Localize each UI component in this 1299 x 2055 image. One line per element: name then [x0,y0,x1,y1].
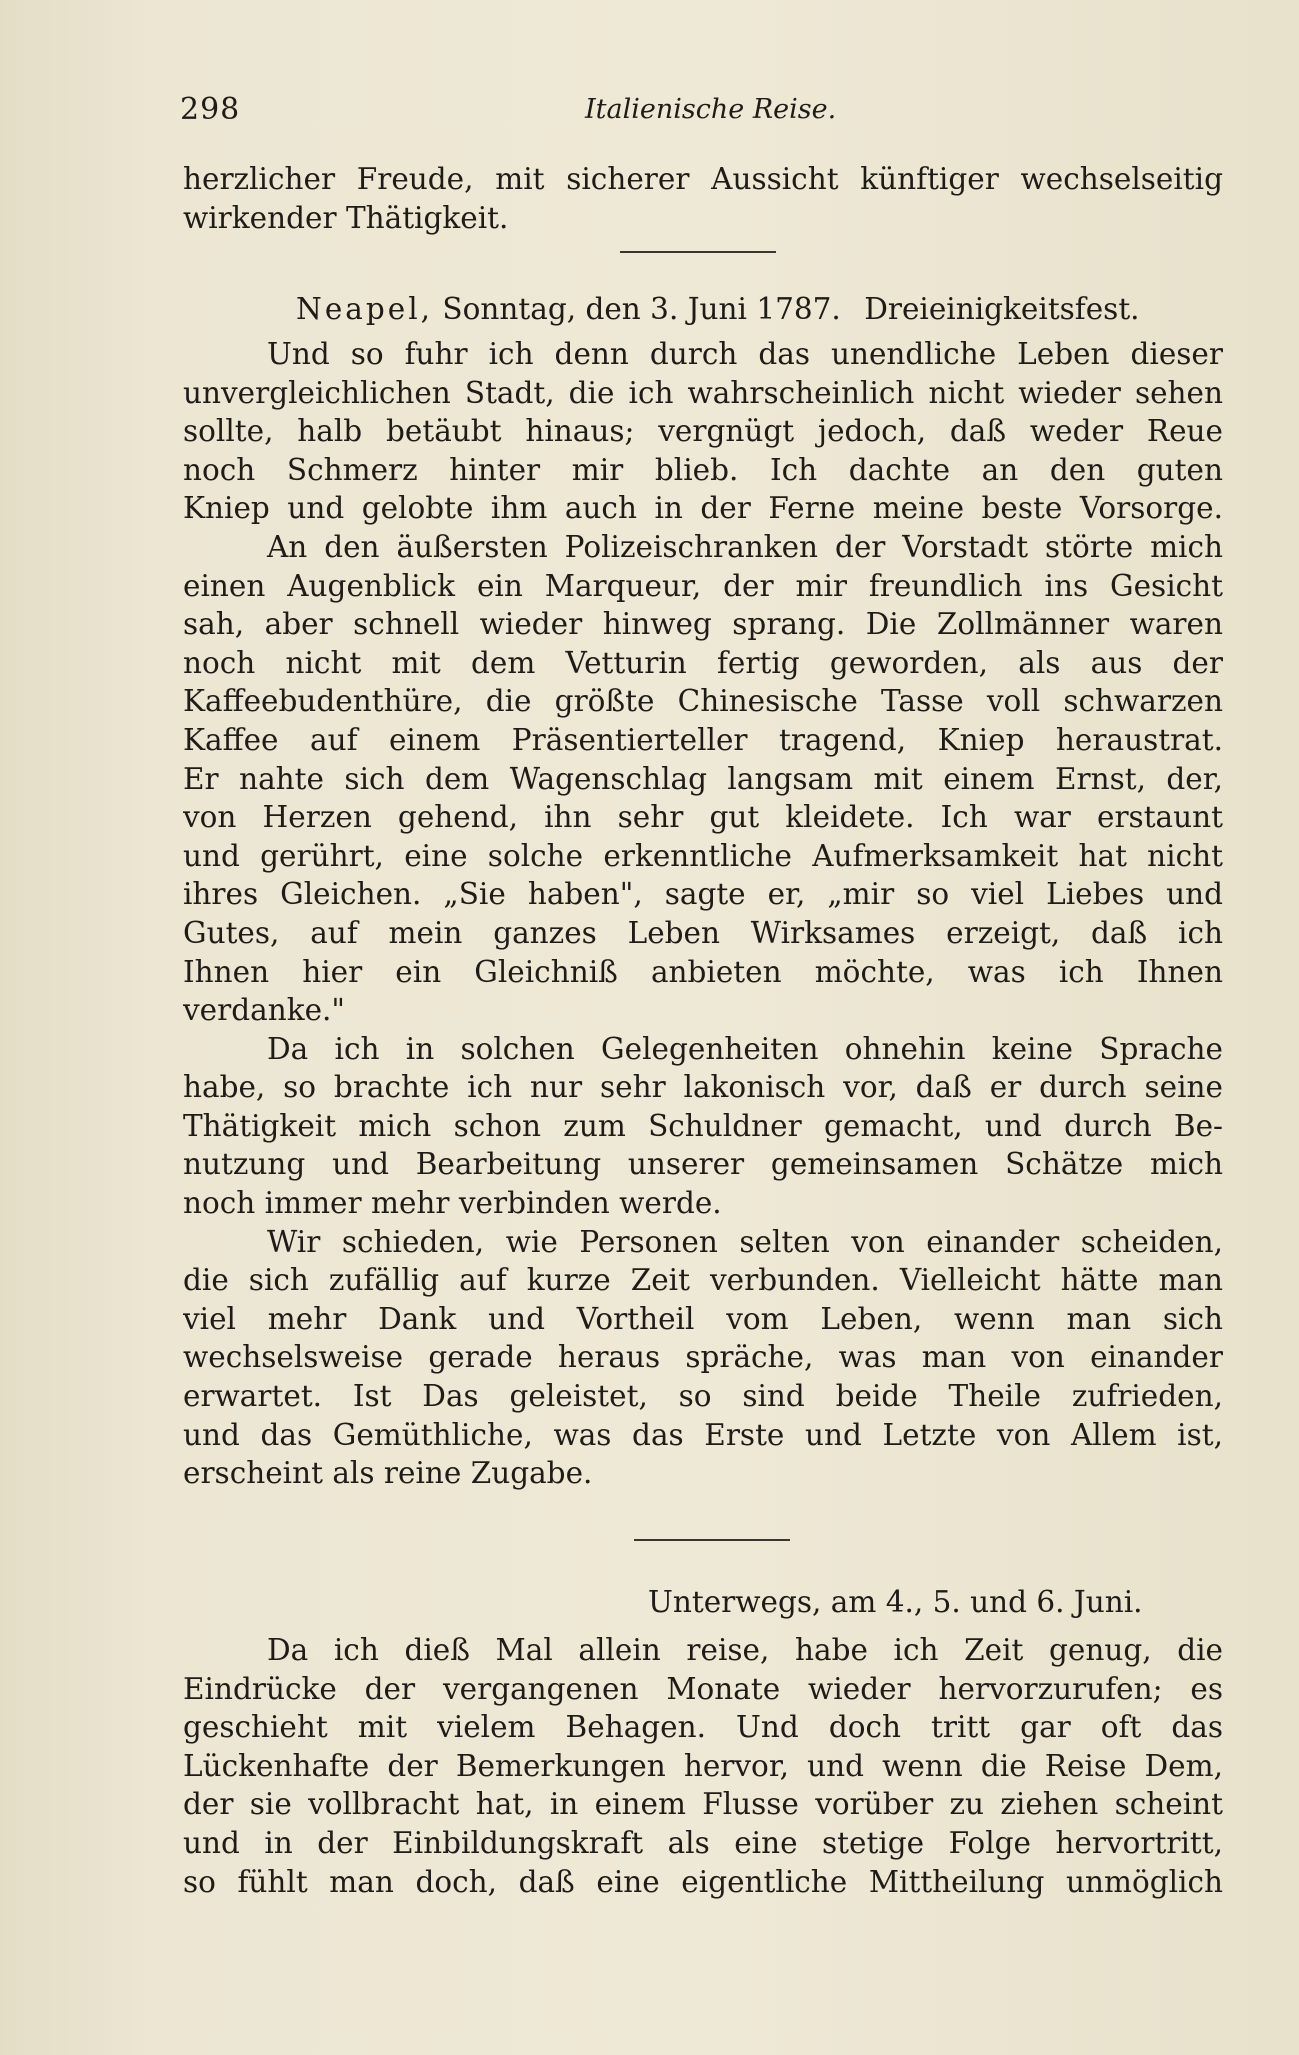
text-line: Da ich in solchen Gelegenheiten ohnehin keine Sprache [267,1031,1223,1066]
text-line: sollte, halb betäubt hinaus; vergnügt jedoch, daß weder Reue [183,414,1223,449]
entry-body [183,335,1223,1493]
text-line: Kniep und gelobte ihm auch in der Ferne meine beste Vorsorge. [183,491,1223,526]
entry-body [183,1631,1223,1901]
text-line: und das Gemüthliche, was das Erste und Letzte von Allem ist, [183,1417,1223,1452]
paragraph [183,1223,1223,1493]
dateline-feast: Dreieinigkeitsfest. [864,292,1140,326]
text-line: und gerührt, eine solche erkenntliche Aufmerksamkeit hat nicht [183,838,1223,873]
text-line: Er nahte sich dem Wagenschlag langsam mit einem Ernst, der, [183,761,1223,796]
text-line: nutzung und Bearbeitung unserer gemeinsamen Schätze mich [183,1147,1223,1182]
text-line: geschieht mit vielem Behagen. Und doch tritt gar oft das [183,1710,1223,1745]
dateline-date: Sonntag, den 3. Juni 1787. [442,292,841,326]
paragraph [183,528,1223,1030]
section-divider [620,251,776,253]
text-line: Und so fuhr ich denn durch das unendliche Leben dieser [267,337,1223,371]
text-line: Da ich dieß Mal allein reise, habe ich Zeit genug, die [267,1633,1223,1667]
text-line: von Herzen gehend, ihn sehr gut kleidete. Ich war erstaunt [183,800,1223,835]
text-line: so fühlt man doch, daß eine eigentliche Mittheilung unmöglich [183,1864,1223,1899]
text-line: erwartet. Ist Das geleistet, so sind beide Theile zufrieden, [183,1379,1223,1414]
text-line: der sie vollbracht hat, in einem Flusse vorüber zu ziehen scheint [183,1787,1223,1822]
text-line: Kaffeebudenthüre, die größte Chinesische Tasse voll schwarzen [183,684,1223,719]
text-line: verdanke." [183,993,345,1028]
text-line: sah, aber schnell wieder hinweg sprang. Die Zollmänner waren [183,607,1223,642]
paragraph [183,335,1223,528]
text-line: herzlicher Freude, mit sicherer Aussicht künftiger wechselseitig [183,162,1223,196]
text-line: Kaffee auf einem Präsentierteller tragend, Kniep heraustrat. [183,722,1223,757]
text-line: habe, so brachte ich nur sehr lakonisch vor, daß er durch seine [183,1070,1223,1105]
text-line: An den äußersten Polizeischranken der Vorstadt störte mich [267,529,1223,564]
text-line: Thätigkeit mich schon zum Schuldner gemacht, und durch Be- [183,1108,1223,1143]
continuation-text [183,160,1223,237]
text-line: und in der Einbildungskraft als eine stetige Folge hervortritt, [183,1825,1223,1860]
text-line: die sich zufällig auf kurze Zeit verbunden. Vielleicht hätte man [183,1263,1223,1298]
text-line: erscheint als reine Zugabe. [183,1456,593,1491]
running-title: Italienische Reise. [585,94,837,125]
page-number: 298 [180,92,241,127]
text-line: ihres Gleichen. „Sie haben", sagte er, „mir so viel Liebes und [183,877,1223,912]
text-line: Ihnen hier ein Gleichniß anbieten möchte, was ich Ihnen [183,954,1223,989]
text-line: noch nicht mit dem Vetturin fertig geworden, als aus der [183,645,1223,680]
text-line: Gutes, auf mein ganzes Leben Wirksames erzeigt, daß ich [183,915,1223,950]
running-head [180,92,1220,132]
text-line: Lückenhafte der Bemerkungen hervor, und wenn die Reise Dem, [183,1748,1223,1783]
text-line: unvergleichlichen Stadt, die ich wahrscheinlich nicht wieder sehen [183,375,1223,410]
text-line: viel mehr Dank und Vortheil vom Leben, wenn man sich [183,1301,1223,1336]
text-line: noch Schmerz hinter mir blieb. Ich dachte an den guten [183,452,1223,487]
dateline-place: Neapel, [296,292,434,326]
text-line: wirkender Thätigkeit. [183,200,509,235]
entry-dateline [296,292,1140,326]
text-line: einen Augenblick ein Marqueur, der mir freundlich ins Gesicht [183,568,1223,603]
text-line: Eindrücke der vergangenen Monate wieder hervorzurufen; es [183,1671,1223,1706]
text-line: Wir schieden, wie Personen selten von einander scheiden, [267,1224,1223,1259]
paragraph [183,1030,1223,1223]
text-line: noch immer mehr verbinden werde. [183,1186,722,1221]
text-line: wechselsweise gerade heraus spräche, was man von einander [183,1340,1223,1375]
section-divider [634,1539,790,1541]
entry-dateline: Unterwegs, am 4., 5. und 6. Juni. [648,1585,1143,1619]
